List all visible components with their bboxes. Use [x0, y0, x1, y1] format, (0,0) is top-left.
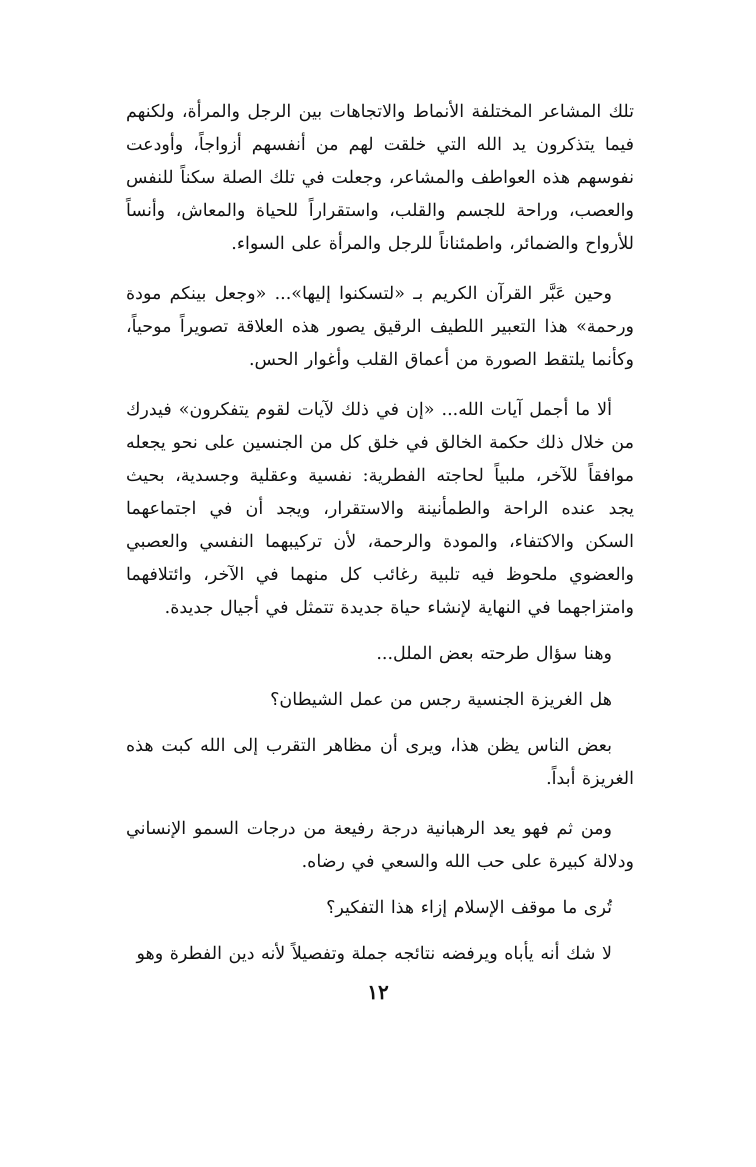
paragraph: ألا ما أجمل آيات الله... «إن في ذلك لآيات لقوم يتفكرون» فيدرك من خلال ذلك حكمة الخالق في خلق كل من الجنسين على نحو يجعله موافقاً للآخر، ملبياً لحاجته الفطرية: نفسية وعقلية وجسدية، بحيث يجد عنده الراحة والطمأنينة والاستقرار، ويجد أن في اجتماعهما السكن والاكتفاء، والمودة والرحمة، لأن تركيبهما النفسي والعصبي والعضوي ملحوظ فيه تلبية رغائب كل منهما في الآخر، وائتلافهما وامتزاجهما في النهاية لإنشاء حياة جديدة تتمثل في أجيال جديدة.	[126, 400, 634, 618]
paragraph: بعض الناس يظن هذا، ويرى أن مظاهر التقرب إلى الله كبت هذه الغريزة أبداً.	[126, 736, 634, 789]
page-number: ١٢	[367, 980, 389, 1004]
paragraph: لا شك أنه يأباه ويرفضه نتائجه جملة وتفصيلاً لأنه دين الفطرة وهو	[136, 944, 612, 964]
page-text-body	[126, 96, 634, 971]
paragraph: ومن ثم فهو يعد الرهبانية درجة رفيعة من درجات السمو الإنساني ودلالة كبيرة على حب الله والسعي في رضاه.	[126, 819, 634, 872]
paragraph: وحين عَبَّر القرآن الكريم بـ «لتسكنوا إليها»... «وجعل بينكم مودة ورحمة» هذا التعبير اللطيف الرقيق يصور هذه العلاقة تصويراً موحياً، وكأنما يلتقط الصورة من أعماق القلب وأغوار الحس.	[126, 284, 634, 370]
paragraph: وهنا سؤال طرحته بعض الملل...	[376, 644, 612, 664]
paragraph: هل الغريزة الجنسية رجس من عمل الشيطان؟	[270, 690, 612, 710]
paragraph: تلك المشاعر المختلفة الأنماط والاتجاهات بين الرجل والمرأة، ولكنهم فيما يتذكرون يد الله التي خلقت لهم من أنفسهم أزواجاً، وأودعت نفوسهم هذه العواطف والمشاعر، وجعلت في تلك الصلة سكناً للنفس والعصب، وراحة للجسم والقلب، واستقراراً للحياة والمعاش، وأنساً للأرواح والضمائر، واطمئناناً للرجل والمرأة على السواء.	[126, 102, 634, 254]
paragraph: تُرى ما موقف الإسلام إزاء هذا التفكير؟	[326, 898, 612, 918]
